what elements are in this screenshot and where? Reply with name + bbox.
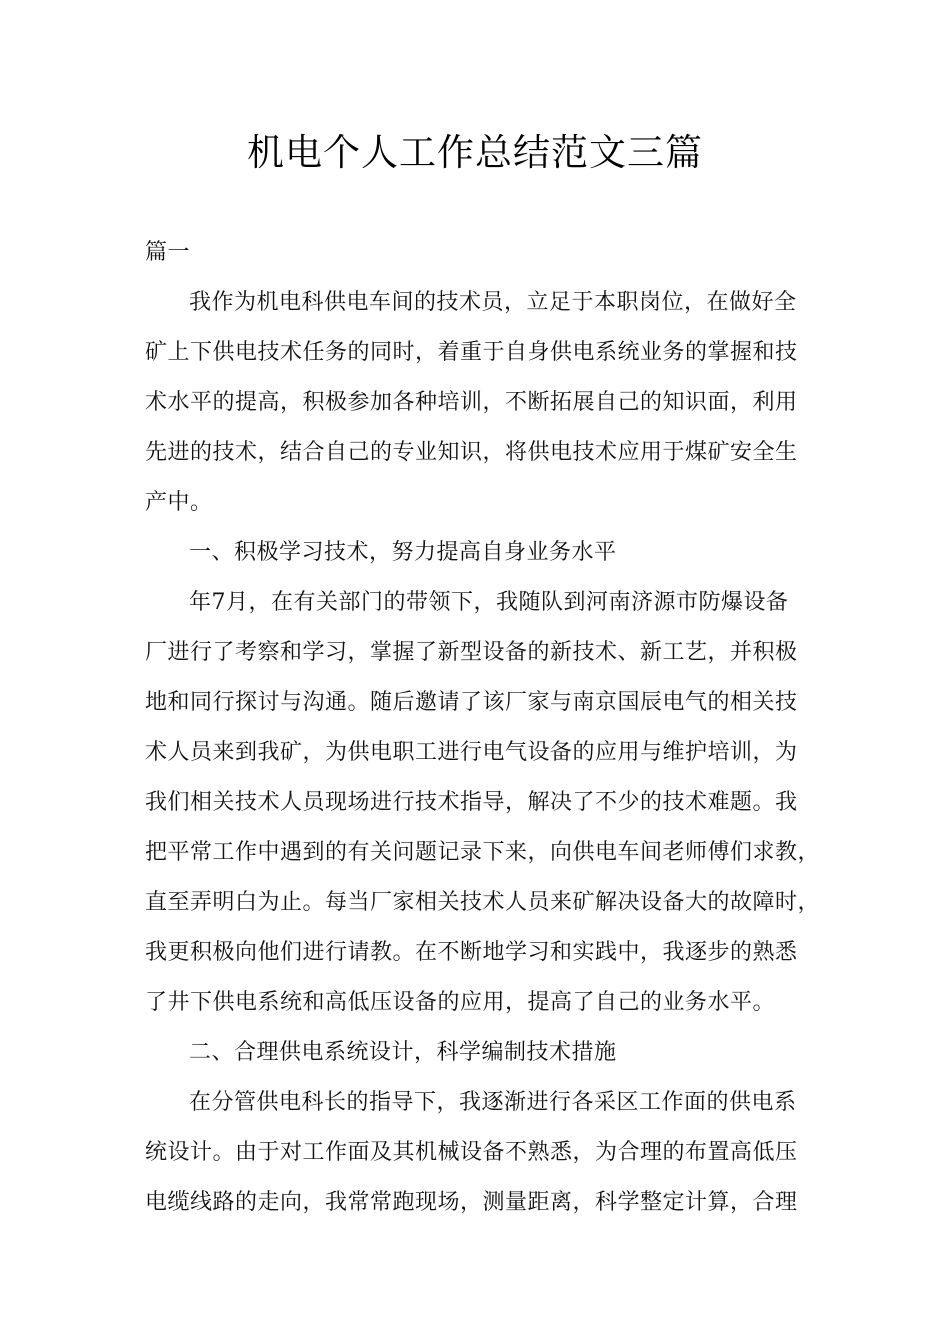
text-line: 厂进行了考察和学习，掌握了新型设备的新技术、新工艺，并积极 xyxy=(145,640,798,665)
text-line: 术人员来到我矿，为供电职工进行电气设备的应用与维护培训，为 xyxy=(145,740,798,765)
text-line: 地和同行探讨与沟通。随后邀请了该厂家与南京国辰电气的相关技 xyxy=(145,690,798,715)
text-line: 先进的技术，结合自己的专业知识，将供电技术应用于煤矿安全生 xyxy=(145,440,798,465)
text-line: 我更积极向他们进行请教。在不断地学习和实践中，我逐步的熟悉 xyxy=(145,940,798,965)
document-title: 机电个人工作总结范文三篇 xyxy=(247,131,703,174)
text-line: 二、合理供电系统设计，科学编制技术措施 xyxy=(189,1040,617,1065)
text-line: 术水平的提高，积极参加各种培训，不断拓展自己的知识面，利用 xyxy=(145,390,798,415)
document-body xyxy=(145,228,821,1228)
text-line: 矿上下供电技术任务的同时，着重于自身供电系统业务的掌握和技 xyxy=(145,340,798,365)
text-line: 我作为机电科供电车间的技术员，立足于本职岗位，在做好全 xyxy=(189,290,797,315)
text-line: 篇一 xyxy=(145,240,191,265)
text-line: 把平常工作中遇到的有关问题记录下来，向供电车间老师傅们求教， xyxy=(145,840,821,865)
text-line: 在分管供电科长的指导下，我逐渐进行各采区工作面的供电系 xyxy=(189,1090,797,1115)
text-line: 产中。 xyxy=(145,490,213,515)
text-line: 一、积极学习技术，努力提高自身业务水平 xyxy=(189,540,617,565)
text-line: 统设计。由于对工作面及其机械设备不熟悉，为合理的布置高低压 xyxy=(145,1140,798,1165)
text-line: 年7月，在有关部门的带领下，我随队到河南济源市防爆设备 xyxy=(189,590,789,615)
text-line: 了井下供电系统和高低压设备的应用，提高了自己的业务水平。 xyxy=(145,990,776,1015)
text-line: 直至弄明白为止。每当厂家相关技术人员来矿解决设备大的故障时， xyxy=(145,890,821,915)
text-line: 电缆线路的走向，我常常跑现场，测量距离，科学整定计算，合理 xyxy=(145,1190,798,1215)
text-line: 我们相关技术人员现场进行技术指导，解决了不少的技术难题。我 xyxy=(145,790,798,815)
